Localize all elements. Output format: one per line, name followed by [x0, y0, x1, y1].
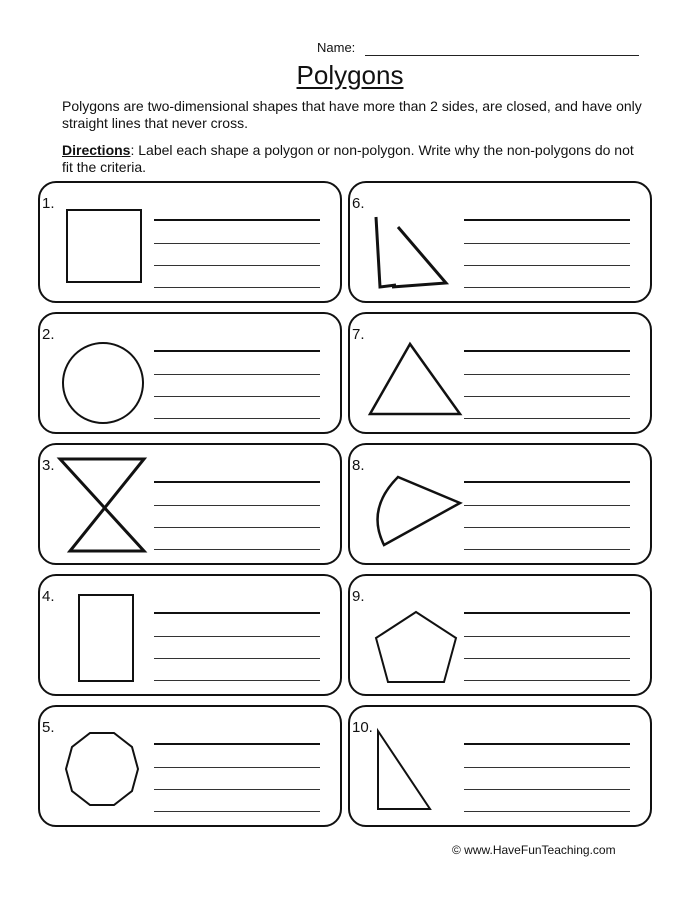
sector-shape [362, 459, 464, 555]
answer-line[interactable] [154, 287, 320, 288]
problem-number: 8. [352, 457, 365, 474]
circle-shape [52, 328, 154, 424]
answer-line[interactable] [464, 265, 630, 266]
answer-line[interactable] [464, 612, 630, 614]
name-row [317, 40, 647, 55]
pentagon-shape [362, 590, 464, 686]
problem-box-3 [38, 443, 342, 565]
answer-line[interactable] [464, 243, 630, 244]
problem-box-7 [348, 312, 652, 434]
answer-line[interactable] [464, 743, 630, 745]
answer-line[interactable] [154, 505, 320, 506]
bowtie-shape [52, 459, 154, 555]
directions-label: Directions [62, 142, 131, 158]
answer-line[interactable] [464, 396, 630, 397]
answer-line[interactable] [464, 527, 630, 528]
answer-line[interactable] [464, 789, 630, 790]
answer-line[interactable] [154, 680, 320, 681]
intro-text: Polygons are two-dimensional shapes that have more than 2 sides, are closed, and have only straight lines that never cross. [62, 98, 642, 131]
problem-number: 10. [352, 719, 373, 736]
answer-line[interactable] [154, 481, 320, 483]
answer-line[interactable] [154, 789, 320, 790]
problem-box-8 [348, 443, 652, 565]
answer-line[interactable] [154, 767, 320, 768]
octagon-shape [52, 721, 154, 817]
answer-line[interactable] [464, 636, 630, 637]
right-triangle-shape [362, 721, 464, 817]
problem-number: 6. [352, 195, 365, 212]
problem-box-2 [38, 312, 342, 434]
problem-box-1 [38, 181, 342, 303]
answer-line[interactable] [154, 612, 320, 614]
answer-line[interactable] [154, 636, 320, 637]
answer-line[interactable] [464, 680, 630, 681]
worksheet-title: Polygons [296, 60, 404, 90]
problem-number: 1. [42, 195, 55, 212]
name-label: Name: [317, 40, 356, 55]
answer-line[interactable] [154, 350, 320, 352]
name-field-line[interactable] [365, 55, 639, 56]
answer-line[interactable] [464, 374, 630, 375]
answer-line[interactable] [154, 549, 320, 550]
problem-number: 9. [352, 588, 365, 605]
open-angle-shape [362, 197, 464, 293]
answer-line[interactable] [464, 811, 630, 812]
problem-box-4 [38, 574, 342, 696]
answer-line[interactable] [464, 658, 630, 659]
problem-box-10 [348, 705, 652, 827]
answer-line[interactable] [154, 265, 320, 266]
problem-number: 5. [42, 719, 55, 736]
answer-line[interactable] [464, 549, 630, 550]
answer-line[interactable] [464, 219, 630, 221]
copyright-footer: © www.HaveFunTeaching.com [452, 843, 616, 857]
directions-body: : Label each shape a polygon or non-polygon. Write why the non-polygons do not fit the criteria. [62, 142, 634, 175]
problem-box-5 [38, 705, 342, 827]
triangle-shape [362, 328, 464, 424]
problem-box-9 [348, 574, 652, 696]
directions-text [62, 142, 642, 176]
answer-line[interactable] [154, 658, 320, 659]
answer-line[interactable] [154, 743, 320, 745]
answer-line[interactable] [464, 287, 630, 288]
answer-line[interactable] [154, 527, 320, 528]
answer-line[interactable] [154, 418, 320, 419]
problem-number: 7. [352, 326, 365, 343]
answer-line[interactable] [154, 811, 320, 812]
answer-line[interactable] [464, 505, 630, 506]
problem-box-6 [348, 181, 652, 303]
answer-line[interactable] [464, 767, 630, 768]
problem-number: 4. [42, 588, 55, 605]
problem-number: 3. [42, 457, 55, 474]
answer-line[interactable] [154, 243, 320, 244]
square-shape [52, 197, 154, 293]
answer-line[interactable] [464, 350, 630, 352]
answer-line[interactable] [154, 374, 320, 375]
answer-line[interactable] [464, 418, 630, 419]
problem-number: 2. [42, 326, 55, 343]
answer-line[interactable] [464, 481, 630, 483]
answer-line[interactable] [154, 396, 320, 397]
answer-line[interactable] [154, 219, 320, 221]
rectangle-shape [52, 590, 154, 686]
